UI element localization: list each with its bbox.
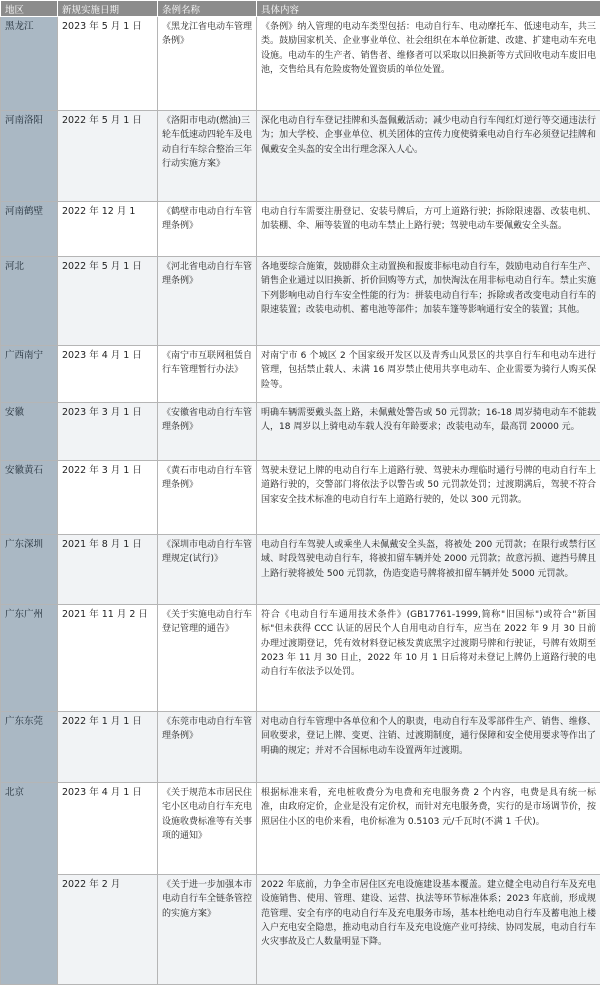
regulation-cell: 《安徽省电动自行车管理条例》	[158, 403, 257, 461]
region-cell: 安徽	[1, 403, 58, 461]
date-cell: 2022 年 12 月 1	[58, 202, 158, 257]
regulation-cell: 《洛阳市电动(燃油)三轮车低速动四轮车及电动自行车综合整治三年行动实施方案》	[158, 111, 257, 202]
content-cell: 符合《电动自行车通用技术条件》(GB17761-1999,简称"旧国标")或符合"新国标"但未获得 CCC 认证的居民个人自用电动自行车，应当在 2022 年 9 月 30 日前办理过渡期登记，凭有效材料登记核发黄底黑字过渡期号牌和行驶证，号牌有效期至 2023 年 11 月 30 日止，2022 年 10 月 1 日后将对未登记上牌仍上道路行驶的电动自行车依法予以处罚。	[257, 605, 600, 712]
regulation-cell: 《鹤壁市电动自行车管理条例》	[158, 202, 257, 257]
header-date: 新规实施日期	[58, 1, 158, 17]
content-cell: 2022 年底前，力争全市居住区充电设施建设基本覆盖。建立健全电动自行车及充电设施销售、使用、管理、建设、运营、执法等环节标准体系；2023 年底前，形成规范管理、安全有序的电动自行车及充电服务市场，基本杜绝电动自行车及蓄电池上楼入户充电安全隐患，推动电动自行车及充电设施产业可持续、协同发展，电动自行车火灾事故及亡人数量明显下降。	[257, 875, 600, 985]
date-cell: 2021 年 8 月 1 日	[58, 535, 158, 605]
header-region: 地区	[1, 1, 58, 17]
content-cell: 驾驶未登记上牌的电动自行车上道路行驶、驾驶未办理临时通行号牌的电动自行车上道路行驶的，交警部门将依法予以警告或 50 元罚款处罚；过渡期满后，驾驶不符合国家安全技术标准的电动自行车上道路行驶的，处以 300 元罚款。	[257, 461, 600, 535]
content-cell: 根据标准来看，充电桩收费分为电费和充电服务费 2 个内容，电费是具有统一标准，由政府定价，企业是没有定价权，而针对充电服务费，实行的是市场调节价，按照居住小区的电价来看，电价标准为 0.5103 元/千瓦时(不满 1 千伏)。	[257, 783, 600, 875]
table-row	[1, 346, 600, 403]
table-row	[1, 111, 600, 202]
regulation-cell: 《深圳市电动自行车管理规定(试行)》	[158, 535, 257, 605]
table-header-row	[1, 1, 600, 17]
date-cell: 2023 年 4 月 1 日	[58, 783, 158, 875]
regulation-cell: 《关于进一步加强本市电动自行车全链条管控的实施方案》	[158, 875, 257, 985]
region-cell: 河北	[1, 257, 58, 346]
regulation-cell: 《黄石市电动自行车管理条例》	[158, 461, 257, 535]
table-row	[1, 257, 600, 346]
content-cell: 各地要综合施策，鼓励群众主动置换和报废非标电动自行车，鼓励电动自行车生产、销售企业通过以旧换新、折价回购等方式，加快淘汰在用非标电动自行车。禁止实施下列影响电动自行车安全性能的行为：拼装电动自行车；拆除或者改变电动自行车的限速装置；改装电动机、蓄电池等部件；加装车篷等影响通行安全的装置；其他。	[257, 257, 600, 346]
region-cell: 河南鹤壁	[1, 202, 58, 257]
content-cell: 对南宁市 6 个城区 2 个国家级开发区以及青秀山风景区的共享自行车和电动车进行管理，包括禁止载人、未满 16 周岁禁止使用共享电动车、企业需要为骑行人购买保险等。	[257, 346, 600, 403]
table-row	[1, 875, 600, 985]
header-regulation: 条例名称	[158, 1, 257, 17]
table-row	[1, 461, 600, 535]
table-row	[1, 535, 600, 605]
table-row	[1, 403, 600, 461]
regulation-cell: 《关于规范本市居民住宅小区电动自行车充电设施收费标准等有关事项的通知》	[158, 783, 257, 875]
regulation-cell: 《关于实施电动自行车登记管理的通告》	[158, 605, 257, 712]
date-cell: 2023 年 5 月 1 日	[58, 17, 158, 111]
regulation-cell: 《南宁市互联网租赁自行车管理暂行办法》	[158, 346, 257, 403]
region-cell: 安徽黄石	[1, 461, 58, 535]
table-row	[1, 202, 600, 257]
content-cell: 深化电动自行车登记挂牌和头盔佩戴活动；减少电动自行车闯红灯逆行等交通违法行为；加大学校、企事业单位、机关团体的宣传力度使骑乘电动自行车必须登记挂牌和佩戴安全头盔的安全出行理念深入人心。	[257, 111, 600, 202]
region-cell: 河南洛阳	[1, 111, 58, 202]
content-cell: 《条例》纳入管理的电动车类型包括：电动自行车、电动摩托车、低速电动车，共三类。鼓励国家机关、企业事业单位、社会组织在本单位新建、改建、扩建电动车充电设施。电动车的生产者、销售者、维修者可以采取以旧换新等方式回收电动车废旧电池，交售给具有危险废物处置资质的单位处置。	[257, 17, 600, 111]
region-cell: 黑龙江	[1, 17, 58, 111]
date-cell: 2022 年 3 月 1 日	[58, 461, 158, 535]
content-cell: 电动自行车驾驶人或乘坐人未佩戴安全头盔，将被处 200 元罚款；在限行或禁行区域、时段驾驶电动自行车，将被扣留车辆并处 2000 元罚款；故意污损、遮挡号牌且上路行驶将被处 500 元罚款，伪造变造号牌将被扣留车辆并处 5000 元罚款。	[257, 535, 600, 605]
region-cell: 广东深圳	[1, 535, 58, 605]
region-cell: 广西南宁	[1, 346, 58, 403]
content-cell: 电动自行车需要注册登记、安装号牌后，方可上道路行驶；拆除限速器、改装电机、加装棚、伞、厢等装置的电动车禁止上路行驶；驾驶电动车要佩戴安全头盔。	[257, 202, 600, 257]
date-cell: 2023 年 3 月 1 日	[58, 403, 158, 461]
header-content: 具体内容	[257, 1, 600, 17]
region-cell: 北京	[1, 783, 58, 985]
date-cell: 2022 年 5 月 1 日	[58, 257, 158, 346]
content-cell: 对电动自行车管理中各单位和个人的职责，电动自行车及零部件生产、销售、维修、回收要求，登记上牌、变更、注销、过渡期制度，通行保障和安全使用要求等作出了明确的规定；并对不合国标电动车设置两年过渡期。	[257, 712, 600, 783]
table-row	[1, 605, 600, 712]
regulation-cell: 《河北省电动自行车管理条例》	[158, 257, 257, 346]
date-cell: 2023 年 4 月 1 日	[58, 346, 158, 403]
region-cell: 广东东莞	[1, 712, 58, 783]
date-cell: 2022 年 5 月 1 日	[58, 111, 158, 202]
table-row	[1, 783, 600, 875]
date-cell: 2022 年 1 月 1 日	[58, 712, 158, 783]
regulation-cell: 《东莞市电动自行车管理条例》	[158, 712, 257, 783]
content-cell: 明确车辆需要戴头盔上路，未佩戴处警告或 50 元罚款；16-18 周岁骑电动车不能载人，18 周岁以上骑电动车载人没有年龄要求；改装电动车，最高罚 20000 元。	[257, 403, 600, 461]
region-cell: 广东广州	[1, 605, 58, 712]
date-cell: 2022 年 2 月	[58, 875, 158, 985]
regulation-cell: 《黑龙江省电动车管理条例》	[158, 17, 257, 111]
table-row	[1, 17, 600, 111]
table-row	[1, 712, 600, 783]
date-cell: 2021 年 11 月 2 日	[58, 605, 158, 712]
